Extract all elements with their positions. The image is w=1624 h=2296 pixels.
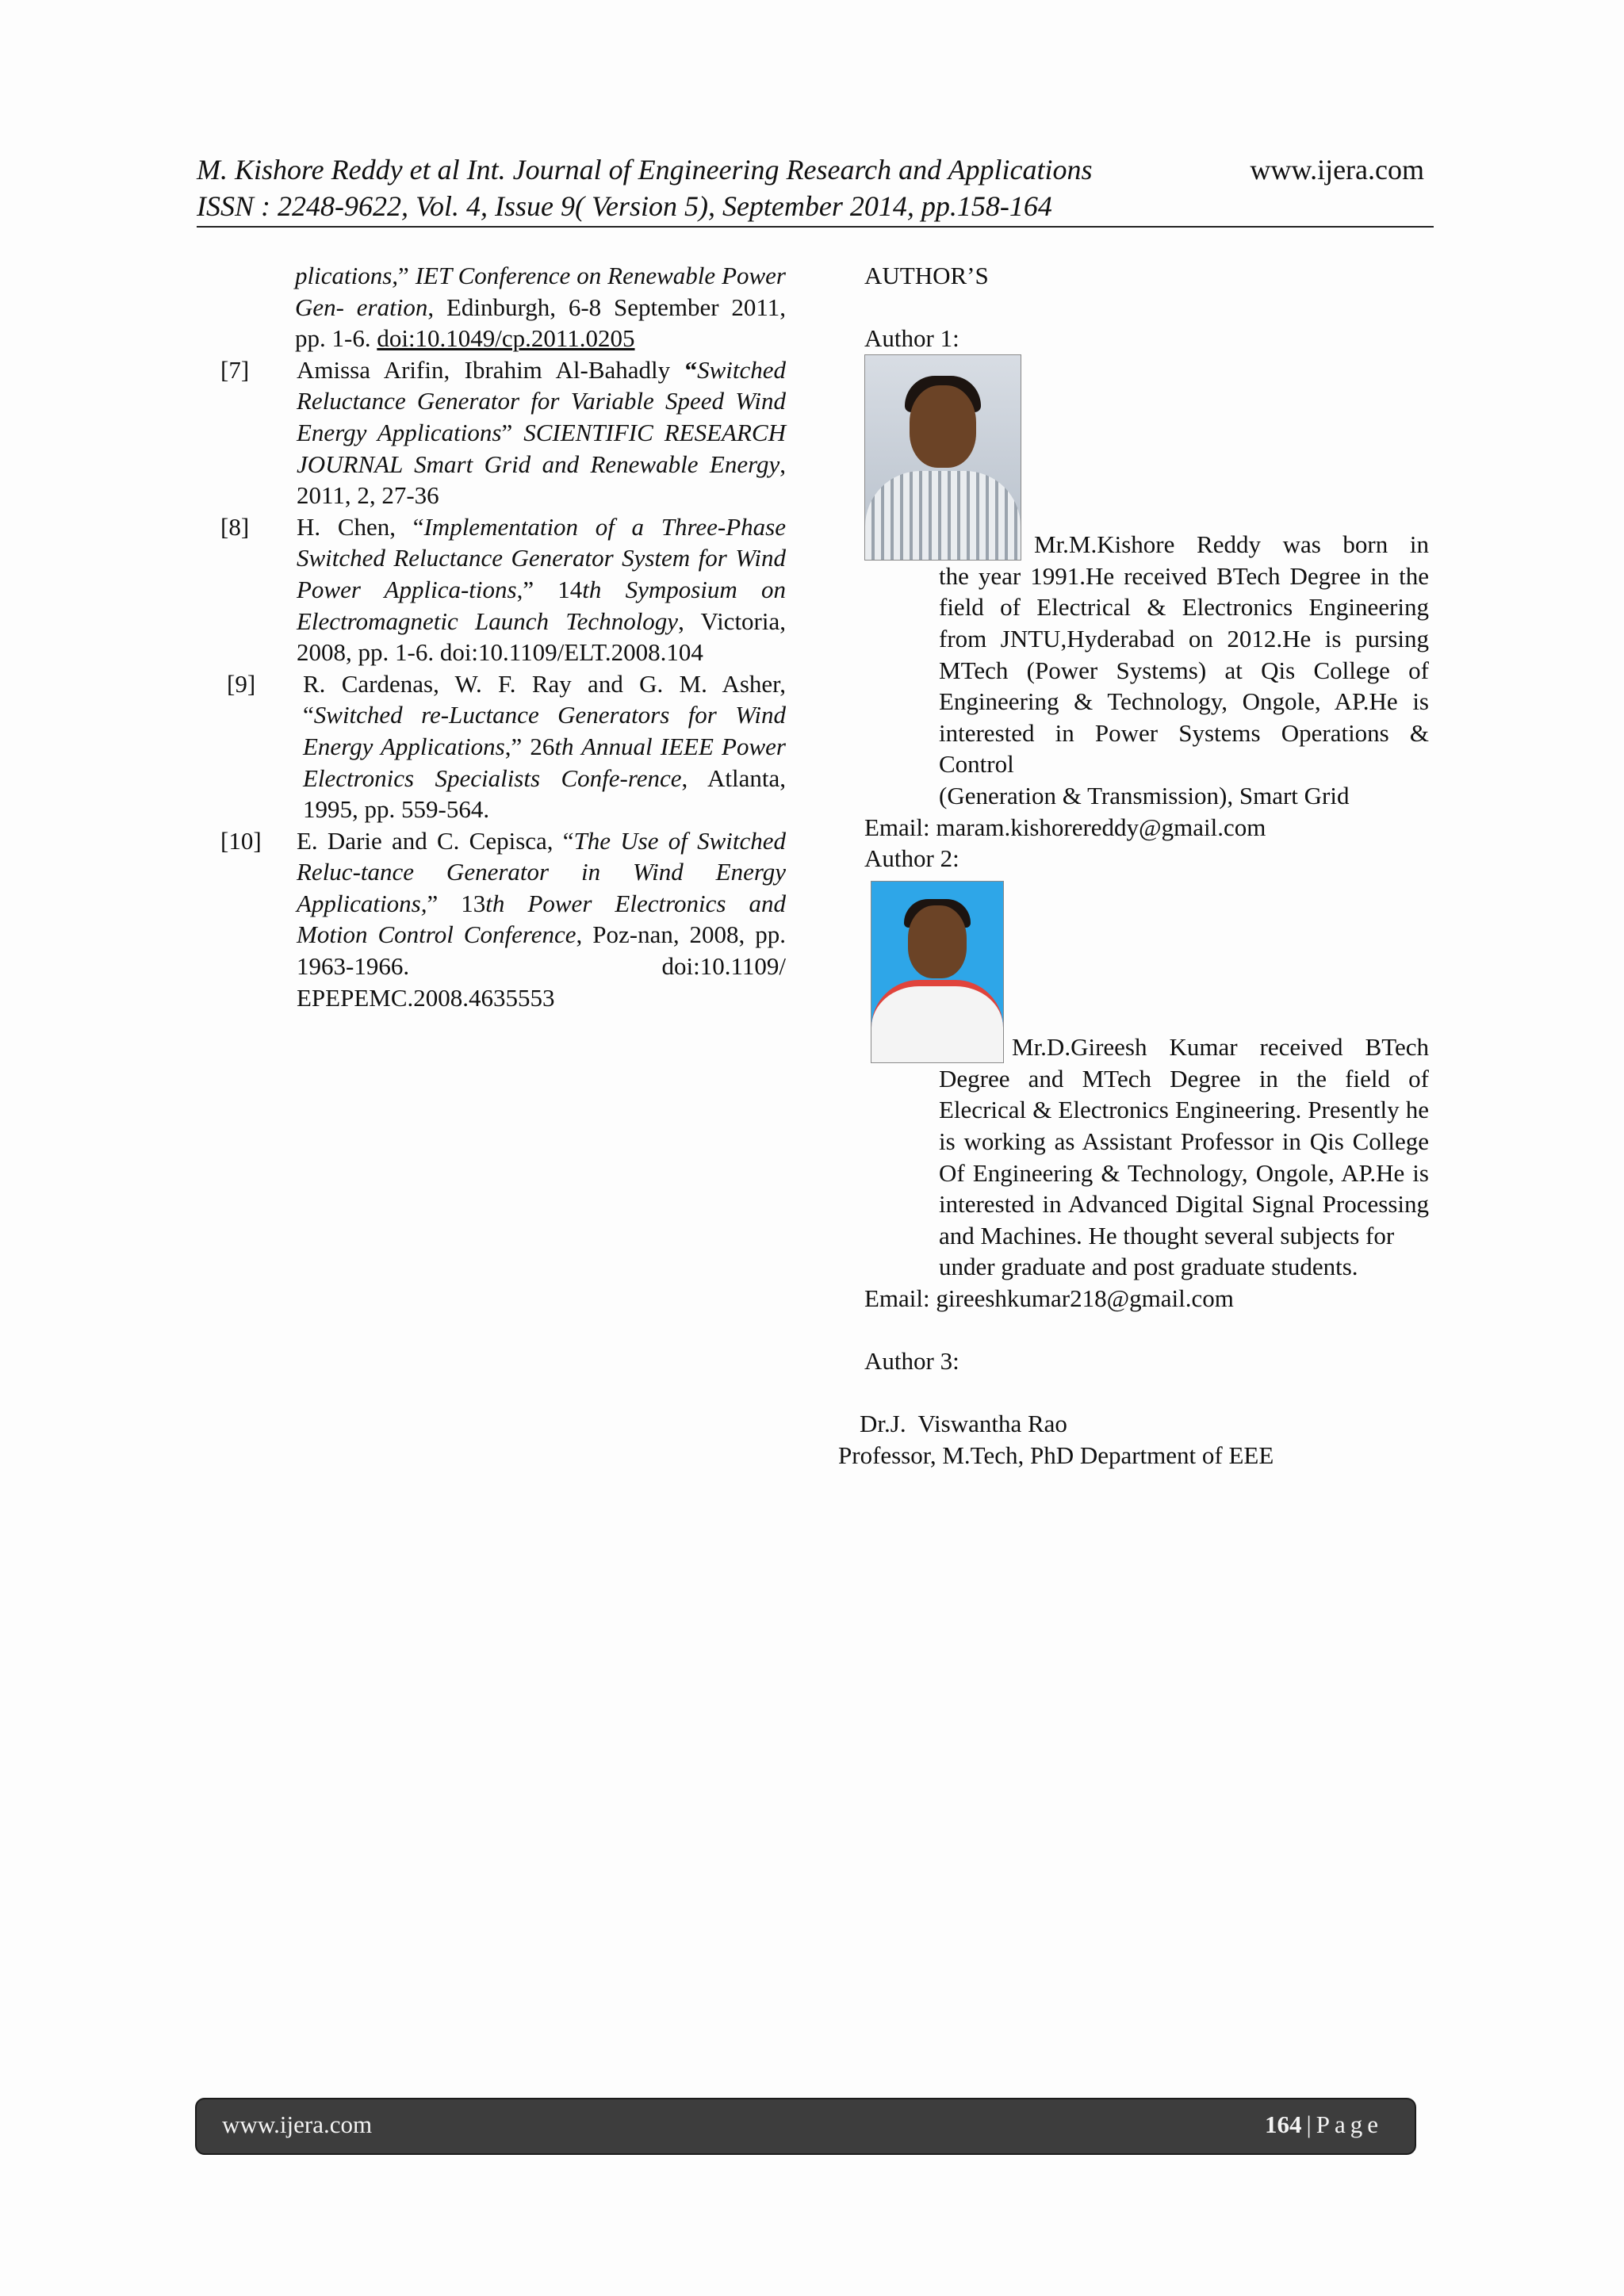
ref-title-fragment: plications, <box>295 262 399 289</box>
issn-line: ISSN : 2248-9622, Vol. 4, Issue 9( Version 5), September 2014, pp.158-164 <box>197 190 1052 222</box>
author2-label: Author 2: <box>864 844 959 873</box>
authors-heading: AUTHOR’S <box>864 262 989 289</box>
ref-title: Switched re-Luctance Generators for Wind Energy Applications <box>303 701 786 760</box>
header-rule <box>197 226 1434 228</box>
footer-url[interactable]: www.ijera.com <box>222 2110 373 2138</box>
ref-venue: Symposium on Electromagnetic Launch Technology <box>297 575 786 635</box>
ref-venue: SCIENTIFIC RESEARCH JOURNAL Smart Grid and Renewable Energy <box>297 418 786 478</box>
author1-label: Author 1: <box>864 324 959 353</box>
author2-bio-first-line: Mr.D.Gireesh Kumar received BTech <box>1012 1033 1429 1062</box>
authors-column <box>838 260 1429 1471</box>
reference-8: [8] H. Chen, “Implementation of a Three-Phase Switched Reluctance Generator System for Wind Power Applica-tions,” 14th Symposium on Electromagnetic Launch Technology, Victoria, 2008, pp. 1-6. doi:10.1109/ELT.2008.104 <box>220 512 787 667</box>
author1-bio-first-line: Mr.M.Kishore Reddy was born in <box>1034 530 1429 559</box>
author2-bio: Degree and MTech Degree in the field of Elecrical & Electronics Engineering. Presently he is working as Assistant Professor in Qis College Of Engineering & Technology, Ongole, AP.He is interested in Advanced Digital Signal Processing and Machines. He thought several subjects for under graduate and post graduate students. <box>939 1064 1429 1281</box>
author2-photo-row <box>864 881 1429 1063</box>
ref-title: Switched Reluctance Generator for Variable Speed Wind Energy Applications <box>297 355 786 446</box>
page-number: 164 | Page <box>1265 2110 1383 2138</box>
author3-label: Author 3: <box>864 1347 959 1376</box>
ref-venue: IET Conference on Renewable Power Gen- eration <box>295 262 787 321</box>
ref-title: The Use of Switched Reluc-tance Generator in Wind Energy Applications, <box>297 826 786 917</box>
author3-role: Professor, M.Tech, PhD Department of EEE <box>838 1441 1274 1469</box>
journal-citation: M. Kishore Reddy et al Int. Journal of Engineering Research and Applications <box>197 154 1093 186</box>
ref-title: Implementation of a Three-Phase Switched Reluctance Generator System for Wind Power Applica-tions <box>297 512 787 603</box>
author2-photo <box>871 881 1004 1063</box>
author2-email: Email: gireeshkumar218@gmail.com <box>864 1284 1234 1312</box>
author1-photo <box>864 354 1021 561</box>
author1-email: Email: maram.kishorereddy@gmail.com <box>864 813 1266 841</box>
reference-continued: plications,” IET Conference on Renewable Power Gen- eration, Edinburgh, 6-8 September 2011, pp. 1-6. doi:10.1049/cp.2011.0205 <box>295 262 787 353</box>
header-website: www.ijera.com <box>1250 154 1424 186</box>
ref-venue: th Annual IEEE Power Electronics Specialists Confe-rence <box>303 732 786 792</box>
author1-photo-row <box>864 354 1429 561</box>
page-footer <box>197 2099 1415 2153</box>
reference-10: [10] E. Darie and C. Cepisca, “The Use of Switched Reluc-tance Generator in Wind Energy Applications,” 13th Power Electronics and Motion Control Conference, Poz-nan, 2008, pp. 1963-1966. doi:10.1109/ EPEPEMC.2008.4635553 <box>220 826 787 1012</box>
author3-name: Dr.J. Viswantha Rao <box>860 1410 1067 1438</box>
reference-9: [9] R. Cardenas, W. F. Ray and G. M. Asher, “Switched re-Luctance Generators for Wind Energy Applications,” 26th Annual IEEE Power Electronics Specialists Confe-rence, Atlanta, 1995, pp. 559-564. <box>227 669 786 824</box>
reference-7: [7] Amissa Arifin, Ibrahim Al-Bahadly “Switched Reluctance Generator for Variable Speed Wind Energy Applications” SCIENTIFIC RESEARCH JOURNAL Smart Grid and Renewable Energy, 2011, 2, 27-36 <box>220 355 786 510</box>
author1-bio: the year 1991.He received BTech Degree in the field of Electrical & Electronics Engineering from JNTU,Hyderabad on 2012.He is pursing MTech (Power Systems) at Qis College of Engineering & Technology, Ongole, AP.He is interested in Power Systems Operations & Control (Generation & Transmission), Smart Grid <box>939 561 1429 809</box>
running-header <box>197 153 1434 226</box>
ref-venue: Power Electronics and Motion Control Conference <box>297 889 787 949</box>
doi-link[interactable]: doi:10.1049/cp.2011.0205 <box>377 324 635 353</box>
references-column <box>219 260 786 1013</box>
